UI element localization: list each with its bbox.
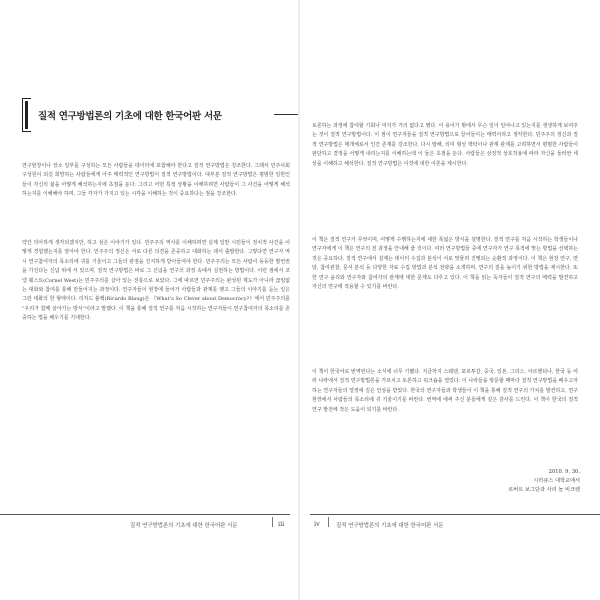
left-running-footer: 질적 연구방법론의 기초에 대한 한국어판 서문 [130, 523, 238, 529]
right-page [300, 0, 600, 600]
left-footer-bar [0, 514, 290, 515]
right-page-number: iv [314, 520, 320, 528]
title-bracket-decoration [22, 98, 31, 132]
right-running-footer: 질적 연구방법론의 기초에 대한 한국어판 서문 [336, 523, 444, 529]
signature-place: 시러큐스 대학교에서 [533, 478, 580, 484]
right-paragraph-1: 토론하는 과정에 참여할 기회나 여지가 거의 없다고 했다. 이 용어가 밖에서 무슨 일이 일어나고 있는지를 생생하게 보여주는 것이 질적 연구방법이다. 이 점이 연구자들을 질적 연구방법으로 끌어들이는 매력이라고 생각한다. 민주주의 정신과 질적 연구방법은 매개체로서 인간 존재를 강조한다. 다시 말해, 의미 형성 맥락이나 관계 관계를 고려하면서 평범한 사람들이 판단하고 결정을 어떻게 내리는지를 이해하는데 이 둘은 초점을 둔다. 사람들은 상징적 상호작용에 따라 자신을 둘러싼 세상을 이해하고 해석한다. 질적 연구방법은 이것에 대한 이론을 제시한다. [312, 123, 578, 167]
right-footer-bar [310, 514, 600, 515]
chapter-title: 질적 연구방법론의 기초에 대한 한국어판 서문 [38, 111, 222, 122]
right-paragraph-3: 이 책이 한국어로 번역된다는 소식에 너무 기뻤다. 지금까지 스웨덴, 포르투갈, 중국, 일본, 그리스, 아르헨티나, 한국 등 여러 나라에서 질적 연구방법론을 가르치고 토론하고 워크숍을 열었다. 이 나라들을 방문할 때마다 질적 연구방법을 배우고자 하는 연구자들의 열정에 깊은 인상을 받았다. 한국의 연구자들과 학생들이 이 책을 통해 질적 연구의 가치를 발견하고, 연구 현장에서 사람들의 목소리에 귀 기울이기를 바란다. 번역에 애써 주신 분들에게 깊은 감사를 드린다. 이 책이 한국의 질적 연구 발전에 작은 도움이 되기를 바란다. [312, 369, 578, 413]
right-paragraph-2: 이 책은 질적 연구가 무엇이며, 어떻게 수행하는지에 대한 폭넓은 방식을 설명한다. 질적 연구를 처음 시작하는 학생들이나 연구자에게 이 책은 연구의 전 과정을 안내해 줄 것이다. 여러 연구방법들 중에 연구자가 연구 목적에 맞는 방법을 선택하는 것은 중요하다. 질적 연구에서 설계는 데이터 수집과 분석이 서로 맞물려 진행되는 순환적 과정이다. 이 책은 현장 연구, 면담, 참여관찰, 문서 분석 등 다양한 자료 수집 방법과 분석 전략을 소개하며, 연구의 질을 높이기 위한 방법을 제시한다. 또한 연구 윤리와 연구자와 참여자의 관계에 대한 문제도 다루고 있다. 이 책을 읽는 독자들이 질적 연구의 매력을 발견하고 자신의 연구에 적용할 수 있기를 바란다. [312, 237, 578, 291]
signature-date: 2010. 9. 30. [548, 469, 580, 475]
signature-author: 로버트 보그단과 사리 놀 비크렌 [508, 487, 580, 493]
left-footer-divider [272, 517, 273, 527]
left-page-number: iii [278, 520, 285, 528]
left-paragraph-2: 약간 의아하게 생각되겠지만, 하고 싶은 이야기가 있다. 민주주의 역사를 이해하려면 실제 일반 시민들이 정치적 사건을 어떻게 경험했는지를 알아야 한다. 민주주의 정신은 서로 다른 의견을 존중하고 대화하는 데서 출발한다. 그렇다면 연구자 역시 연구참여자의 목소리에 귀를 기울이고 그들의 관점을 진지하게 받아들여야 한다. 민주주의는 모든 사람이 동등한 발언권을 가진다는 신념 위에 서 있으며, 질적 연구방법은 바로 그 신념을 연구의 과정 속에서 실천하는 방법이다. 이런 점에서 코넬 웨스트(Cornel West)는 민주주의를 살아 있는 전통으로 보았다. 그에 따르면 민주주의는 완성된 제도가 아니라 끊임없는 대화와 참여를 통해 만들어지는 과정이다. 연구자들이 현장에 들어가 사람들과 관계를 맺고 그들의 이야기를 듣는 일은 그런 대화의 한 형태이다. 리처드 블랙(Ricardo Blaug)은 《What’s So Clever about Democracy?》에서 민주주의를 “우리가 함께 살아가는 방식”이라고 말했다. 이 책을 통해 질적 연구를 처음 시작하는 연구자들이 연구참여자의 목소리를 존중하는 법을 배우기를 기대한다. [22, 240, 290, 322]
preface-signature [420, 468, 580, 495]
left-paragraph-1: 연구현장이나 장소 일부를 구성하는 모든 사람들을 데이터에 포함해야 한다고 질적 연구방법은 강조한다. 그래서 민주사회 구성원이 되길 희망하는 사람들에게 아주 매력적인 연구방법이 질적 연구방법이다. 대부분 질적 연구방법은 평범한 일반인들이 자신의 삶을 어떻게 해석하는지에 초점을 둔다. 그리고 어떤 특정 상황을 이해하려면 사람들이 그 사건을 어떻게 해석하는지를 이해해야 하며, 그들 각자가 가지고 있는 시각을 이해하는 것이 중요하다는 점을 강조한다. [22, 163, 290, 198]
right-footer-divider [328, 517, 329, 527]
chapter-title-block [22, 98, 292, 132]
